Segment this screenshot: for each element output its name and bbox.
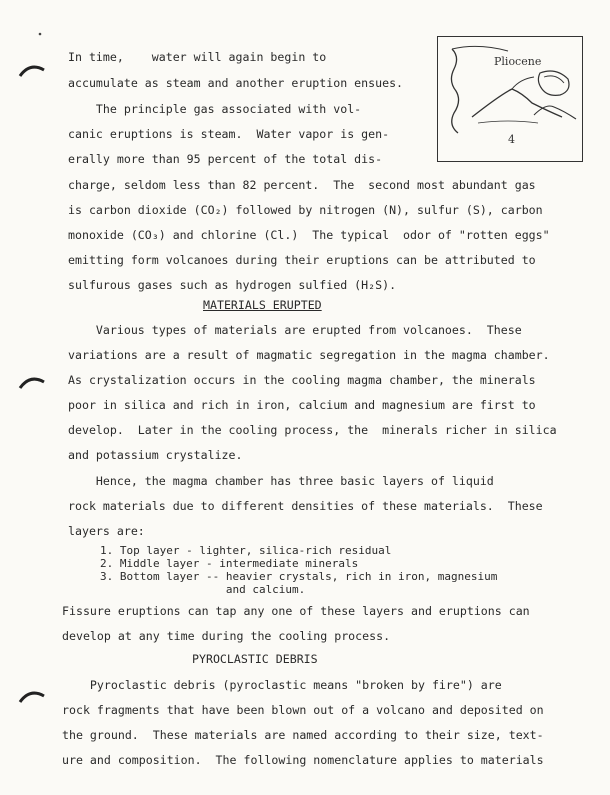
binder-hole-mark-2 [18,372,48,392]
text-line: variations are a result of magmatic segregation in the magma chamber. [68,348,550,362]
figure-label: Pliocene [494,55,542,68]
text-line: In time, water will again begin to [68,50,327,64]
binder-hole-mark-3 [18,686,48,706]
binder-hole-mark-1 [18,60,48,80]
text-line: the ground. These materials are named according to their size, text- [62,728,544,742]
text-line: Hence, the magma chamber has three basic layers of liquid [68,474,494,488]
corner-speck [36,30,46,40]
text-line: develop at any time during the cooling process. [62,629,391,643]
text-line: canic eruptions is steam. Water vapor is gen- [68,127,390,141]
figure-number: 4 [508,133,515,146]
list-item: and calcium. [100,583,306,596]
text-line: emitting form volcanoes during their eruptions can be attributed to [68,253,536,267]
text-line: As crystalization occurs in the cooling magma chamber, the minerals [68,373,536,387]
section-heading-materials-erupted: MATERIALS ERUPTED [203,298,322,312]
text-line: charge, seldom less than 82 percent. The second most abundant gas [68,178,536,192]
text-line: and potassium crystalize. [68,448,243,462]
text-line: poor in silica and rich in iron, calcium and magnesium are first to [68,398,536,412]
section-heading-pyroclastic-debris: PYROCLASTIC DEBRIS [192,652,318,666]
text-line: Pyroclastic debris (pyroclastic means "broken by fire") are [62,678,502,692]
text-line: monoxide (CO₃) and chlorine (Cl.) The typical odor of "rotten eggs" [68,228,550,242]
text-line: erally more than 95 percent of the total dis- [68,152,383,166]
text-line: sulfurous gases such as hydrogen sulfied (H₂S). [68,278,397,292]
text-line: layers are: [68,524,145,538]
text-line: accumulate as steam and another eruption ensues. [68,76,404,90]
text-line: Fissure eruptions can tap any one of these layers and eruptions can [62,604,530,618]
text-line: develop. Later in the cooling process, the minerals richer in silica [68,423,557,437]
text-line: is carbon dioxide (CO₂) followed by nitrogen (N), sulfur (S), carbon [68,203,543,217]
list-item: 1. Top layer - lighter, silica-rich residual [100,544,392,557]
text-line: Various types of materials are erupted from volcanoes. These [68,323,522,337]
text-line: The principle gas associated with vol- [68,102,362,116]
text-line: rock materials due to different densities of these materials. These [68,499,543,513]
text-line: rock fragments that have been blown out of a volcano and deposited on [62,703,544,717]
list-item: 2. Middle layer - intermediate minerals [100,557,359,570]
list-item: 3. Bottom layer -- heavier crystals, rich in iron, magnesium [100,570,498,583]
text-line: ure and composition. The following nomenclature applies to materials [62,753,544,767]
figure-box [437,36,583,162]
